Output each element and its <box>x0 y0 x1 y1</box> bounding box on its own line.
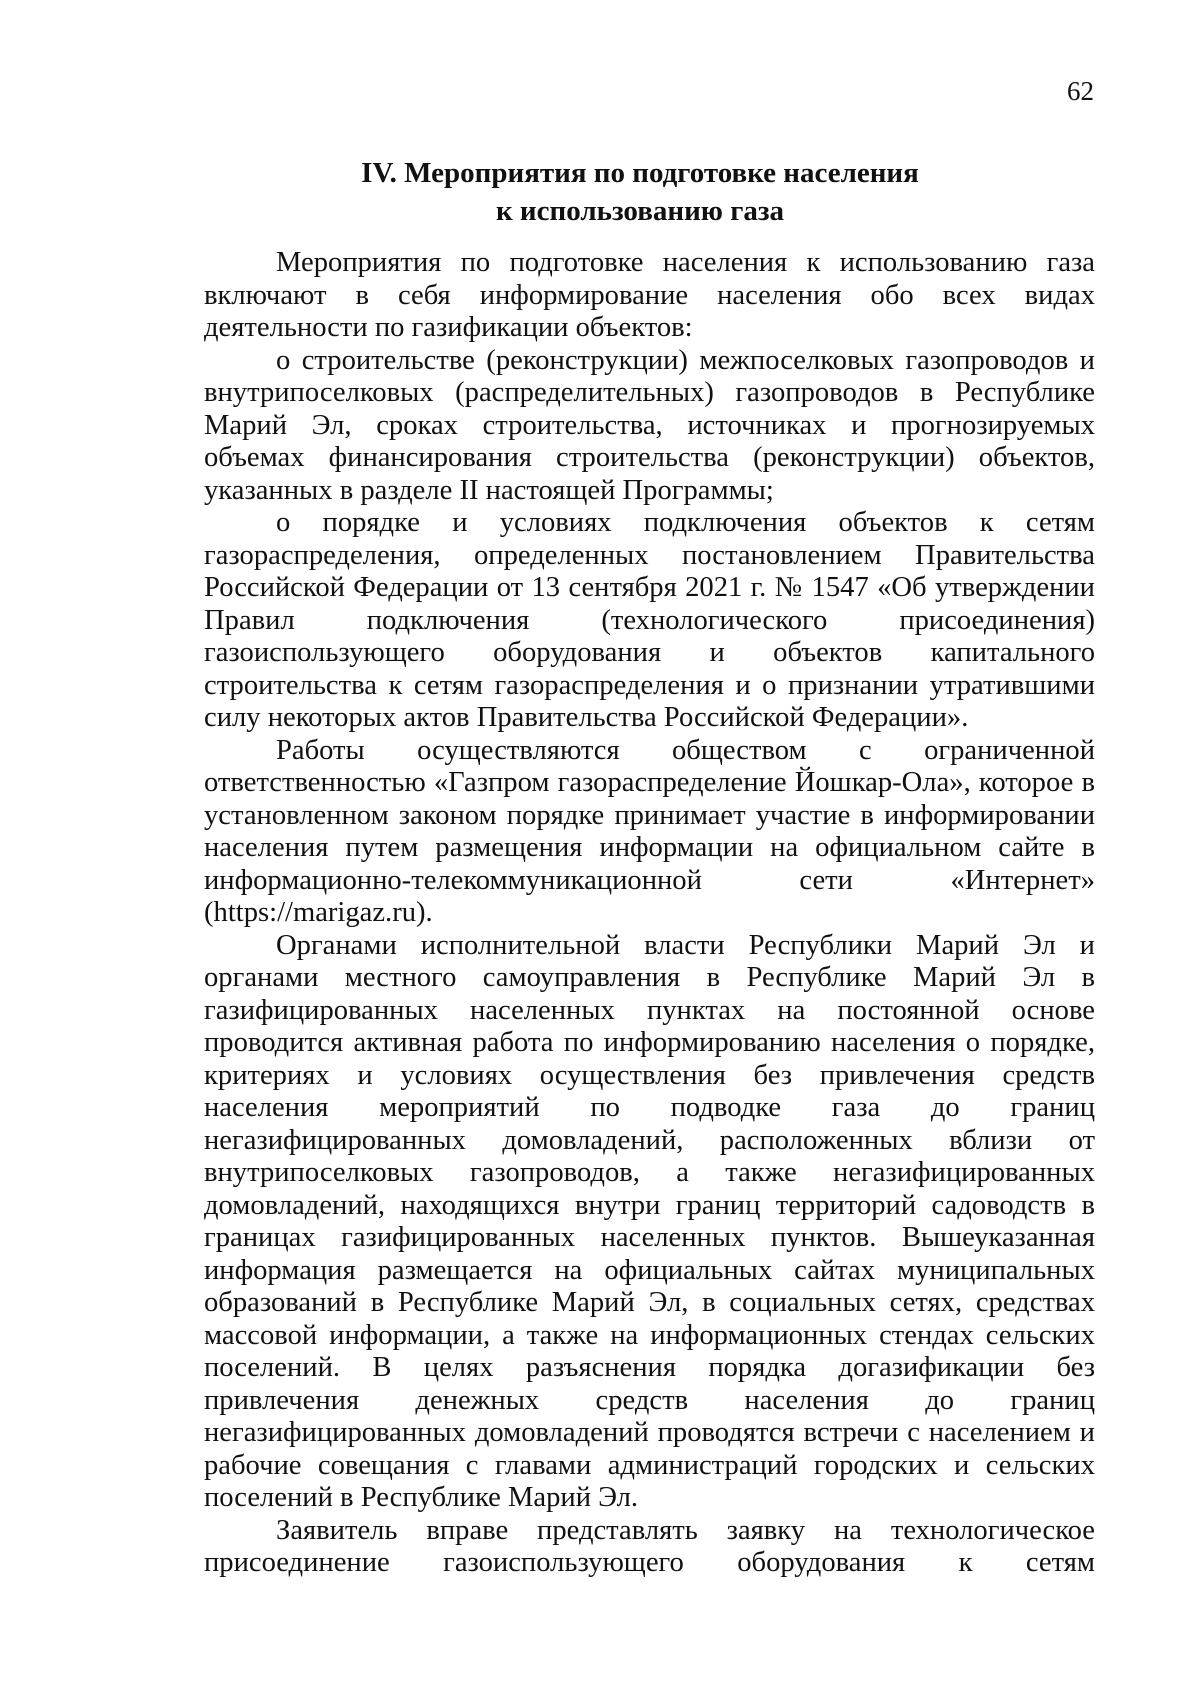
paragraph-works: Работы осуществляются обществом с ограниченной ответственностью «Газпром газораспределение Йошкар-Ола», которое в установленном законом порядке принимает участие в информировании населения путем размещения информации на официальном сайте в информационно-телекоммуникационной сети «Интернет» (https://marigaz.ru). <box>204 734 1095 928</box>
page-number: 62 <box>1067 76 1094 106</box>
paragraph-applicant: Заявитель вправе представлять заявку на технологическое присоединение газоиспользующего оборудования к сетям <box>204 1514 1095 1578</box>
section-heading-line-2: к использованию газа <box>495 195 785 227</box>
paragraph-construction: о строительстве (реконструкции) межпоселковых газопроводов и внутрипоселковых (распределительных) газопроводов в Республике Марий Эл, сроках строительства, источниках и прогнозируемых объемах финансирования строительства (реконструкции) объектов, указанных в разделе II настоящей Программы; <box>204 344 1095 506</box>
section-heading-line-1: IV. Мероприятия по подготовке населения <box>361 157 919 189</box>
paragraph-intro: Мероприятия по подготовке населения к использованию газа включают в себя информирование населения обо всех видах деятельности по газификации объектов: <box>204 247 1095 343</box>
section-heading <box>200 154 1080 230</box>
paragraph-connection-procedure: о порядке и условиях подключения объектов к сетям газораспределения, определенных постановлением Правительства Российской Федерации от 13 сентября 2021 г. № 1547 «Об утверждении Правил подключения (технологического присоединения) газоиспользующего оборудования и объектов капитального строительства к сетям газораспределения и о признании утратившими силу некоторых актов Правительства Российской Федерации». <box>204 507 1095 733</box>
paragraph-authorities: Органами исполнительной власти Республики Марий Эл и органами местного самоуправления в Республике Марий Эл в газифицированных населенных пунктах на постоянной основе проводится активная работа по информированию населения о порядке, критериях и условиях осуществления без привлечения средств населения мероприятий по подводке газа до границ негазифицированных домовладений, расположенных вблизи от внутрипоселковых газопроводов, а также негазифицированных домовладений, находящихся внутри границ территорий садоводств в границах газифицированных населенных пунктов. Вышеуказанная информация размещается на официальных сайтах муниципальных образований в Республике Марий Эл, в социальных сетях, средствах массовой информации, а также на информационных стендах сельских поселений. В целях разъяснения порядка догазификации без привлечения денежных средств населения до границ негазифицированных домовладений проводятся встречи с населением и рабочие совещания с главами администраций городских и сельских поселений в Республике Марий Эл. <box>204 929 1095 1513</box>
body-text <box>204 247 1095 1580</box>
